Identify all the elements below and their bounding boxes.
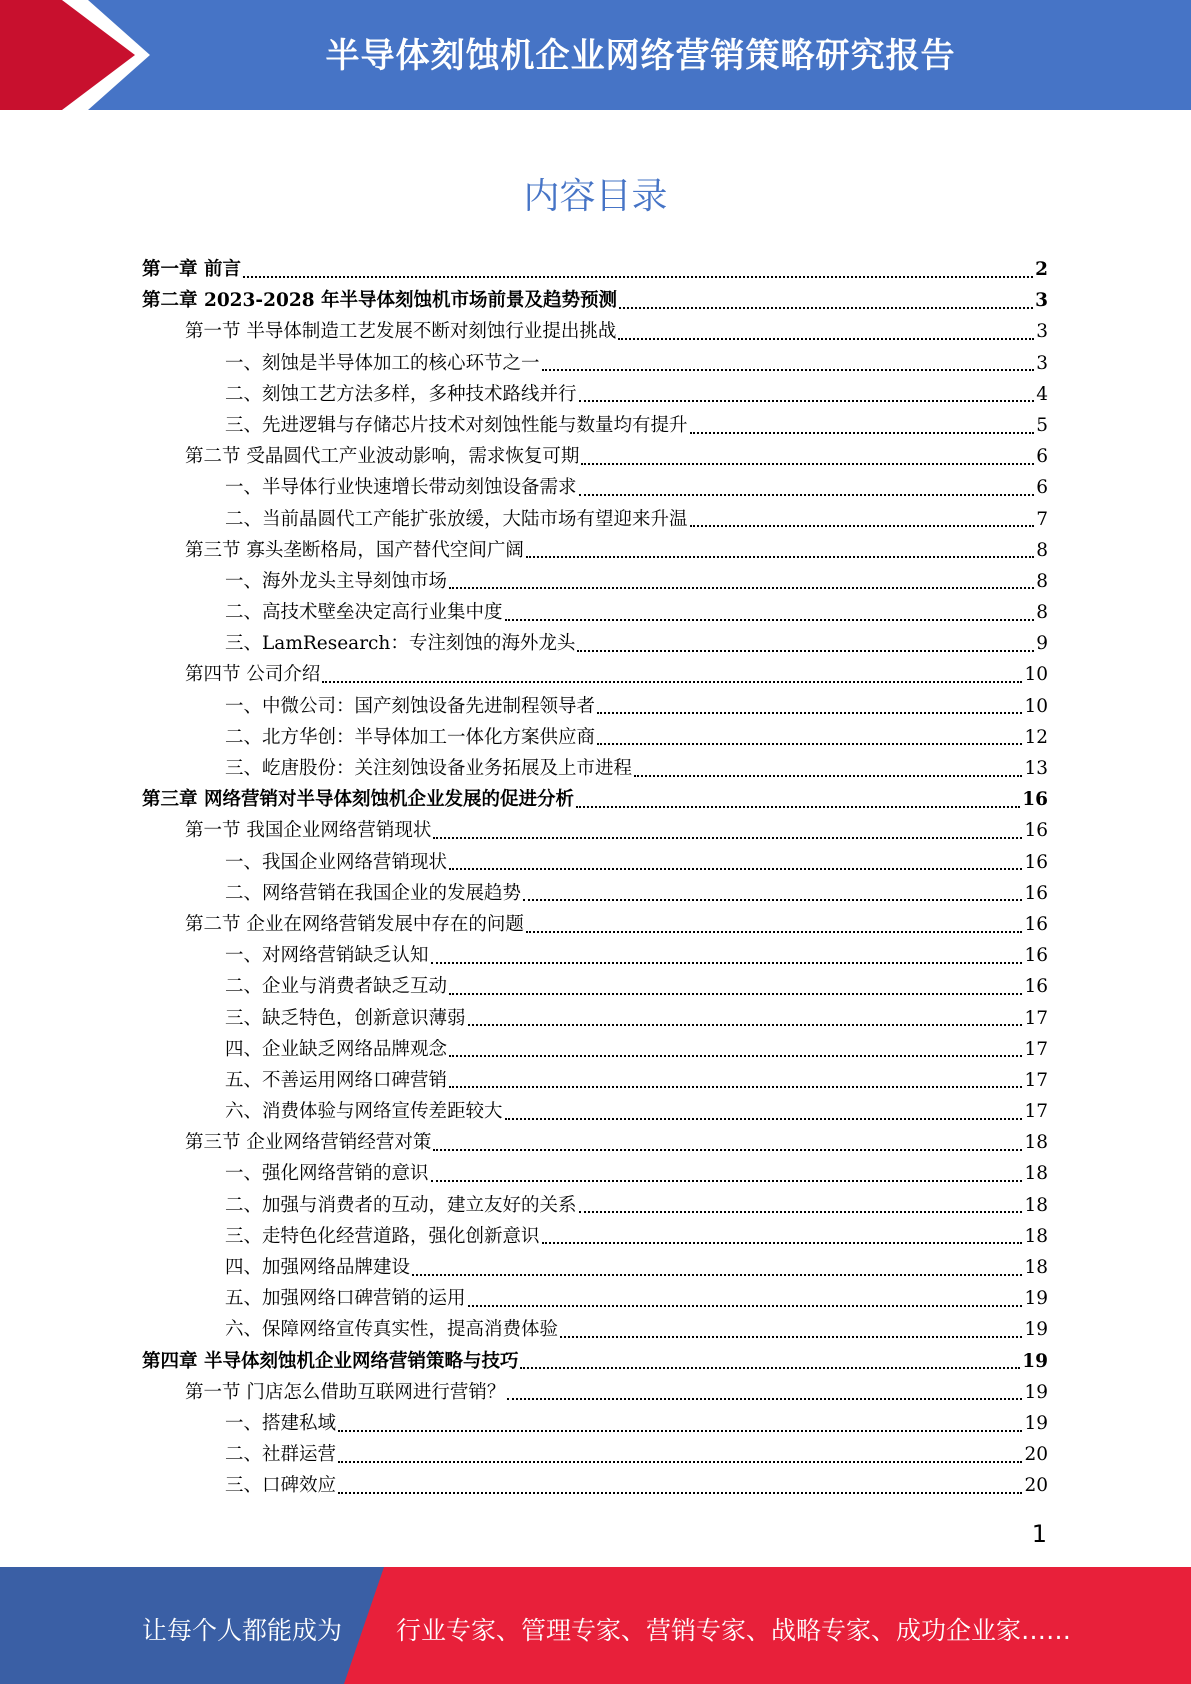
toc-entry-label: 第三节 企业网络营销经营对策	[185, 1132, 432, 1154]
toc-entry[interactable]	[142, 472, 1048, 503]
toc-entry-label: 二、网络营销在我国企业的发展趋势	[225, 882, 522, 904]
toc-entry-label: 第三节 寡头垄断格局，国产替代空间广阔	[185, 539, 524, 561]
toc-dot-leader	[433, 837, 1022, 839]
toc-entry-label: 三、口碑效应	[225, 1475, 337, 1497]
toc-entry[interactable]	[142, 504, 1048, 535]
toc-entry-label: 第一节 门店怎么借助互联网进行营销？	[185, 1381, 506, 1403]
toc-entry-label: 第一节 半导体制造工艺发展不断对刻蚀行业提出挑战	[185, 321, 617, 343]
report-title: 半导体刻蚀机企业网络营销策略研究报告	[325, 36, 956, 76]
toc-dot-leader	[576, 806, 1020, 808]
toc-entry-page: 3	[1036, 321, 1048, 343]
toc-entry-page: 17	[1024, 1069, 1048, 1091]
toc-entry-page: 17	[1024, 1007, 1048, 1029]
toc-entry[interactable]	[142, 1034, 1048, 1065]
toc-entry[interactable]	[142, 878, 1048, 909]
toc-dot-leader	[579, 494, 1035, 496]
toc-entry-page: 3	[1036, 352, 1048, 374]
toc-entry-page: 19	[1022, 1350, 1048, 1372]
toc-entry[interactable]	[142, 1377, 1048, 1408]
toc-entry-page: 16	[1024, 851, 1048, 873]
toc-entry-label: 二、刻蚀工艺方法多样，多种技术路线并行	[225, 383, 577, 405]
toc-dot-leader	[505, 619, 1035, 621]
toc-entry-label: 四、加强网络品牌建设	[225, 1257, 411, 1278]
toc-dot-leader	[338, 1430, 1022, 1432]
toc-entry[interactable]	[142, 753, 1048, 784]
toc-entry-page: 19	[1024, 1319, 1048, 1341]
toc-dot-leader	[449, 1086, 1022, 1088]
toc-entry-label: 第二节 企业在网络营销发展中存在的问题	[185, 913, 524, 935]
toc-dot-leader	[581, 463, 1034, 465]
toc-dot-leader	[560, 1336, 1022, 1338]
toc-entry-label: 一、强化网络营销的意识	[225, 1163, 429, 1185]
toc-entry-page: 20	[1024, 1475, 1048, 1497]
toc-entry-label: 第一章 前言	[142, 259, 241, 280]
toc-dot-leader	[449, 993, 1022, 995]
toc-entry-label: 二、高技术壁垒决定高行业集中度	[225, 602, 503, 624]
toc-entry[interactable]	[142, 379, 1048, 410]
toc-entry[interactable]	[142, 1096, 1048, 1127]
toc-entry[interactable]	[142, 1283, 1048, 1314]
toc-entry-label: 一、中微公司：国产刻蚀设备先进制程领导者	[225, 695, 596, 717]
toc-dot-leader	[618, 338, 1034, 340]
toc-entry-label: 一、搭建私域	[225, 1412, 337, 1434]
toc-entry-page: 18	[1024, 1225, 1048, 1247]
toc-dot-leader	[579, 1211, 1023, 1213]
toc-entry-label: 第四章 半导体刻蚀机企业网络营销策略与技巧	[142, 1350, 519, 1372]
toc-entry-page: 13	[1024, 758, 1048, 779]
toc-dot-leader	[431, 962, 1023, 964]
toc-entry[interactable]	[142, 566, 1048, 597]
toc-entry-page: 17	[1024, 1101, 1048, 1123]
toc-entry-label: 五、加强网络口碑营销的运用	[225, 1288, 466, 1310]
toc-entry-page: 12	[1024, 726, 1048, 748]
toc-entry-label: 六、消费体验与网络宣传差距较大	[225, 1101, 503, 1123]
toc-entry-page: 10	[1024, 695, 1048, 717]
toc-entry-page: 2	[1035, 259, 1048, 280]
toc-dot-leader	[526, 556, 1034, 558]
toc-dot-leader	[523, 899, 1022, 901]
toc-dot-leader	[505, 1118, 1023, 1120]
toc-dot-leader	[619, 307, 1033, 309]
toc-dot-leader	[431, 1180, 1023, 1182]
toc-entry-page: 8	[1036, 539, 1048, 561]
toc-dot-leader	[468, 1024, 1023, 1026]
toc-entry[interactable]	[142, 1065, 1048, 1096]
toc-entry[interactable]	[142, 254, 1048, 285]
toc-dot-leader	[542, 369, 1035, 371]
toc-entry-page: 19	[1024, 1381, 1048, 1403]
toc-dot-leader	[322, 681, 1022, 683]
toc-entry-label: 一、我国企业网络营销现状	[225, 851, 448, 873]
toc-dot-leader	[634, 775, 1022, 777]
toc-entry-page: 3	[1035, 290, 1048, 312]
toc-entry[interactable]	[142, 909, 1048, 940]
toc-dot-leader	[520, 1367, 1020, 1369]
toc-entry-label: 二、当前晶圆代工产能扩张放缓，大陆市场有望迎来升温	[225, 508, 688, 530]
table-of-contents	[142, 254, 1048, 1502]
toc-entry-label: 第二节 受晶圆代工产业波动影响，需求恢复可期	[185, 446, 580, 468]
toc-entry-page: 16	[1024, 913, 1048, 935]
toc-entry[interactable]	[142, 1158, 1048, 1189]
toc-dot-leader	[542, 1242, 1023, 1244]
toc-entry-page: 19	[1024, 1412, 1048, 1434]
page-number: 1	[1031, 1520, 1047, 1548]
toc-dot-leader	[597, 743, 1022, 745]
toc-entry-page: 4	[1036, 383, 1048, 405]
toc-entry[interactable]	[142, 1470, 1048, 1501]
toc-entry-label: 六、保障网络宣传真实性，提高消费体验	[225, 1319, 559, 1341]
toc-entry[interactable]	[142, 1439, 1048, 1470]
toc-entry-label: 二、社群运营	[225, 1444, 337, 1466]
toc-entry-label: 第四节 公司介绍	[185, 664, 321, 686]
toc-entry-label: 三、屹唐股份：关注刻蚀设备业务拓展及上市进程	[225, 758, 633, 779]
toc-dot-leader	[243, 276, 1033, 278]
toc-dot-leader	[579, 400, 1035, 402]
toc-entry-page: 18	[1024, 1163, 1048, 1185]
toc-entry-page: 18	[1024, 1257, 1048, 1278]
toc-entry-page: 16	[1024, 945, 1048, 967]
toc-entry-page: 18	[1024, 1132, 1048, 1154]
toc-entry-label: 一、海外龙头主导刻蚀市场	[225, 570, 448, 592]
toc-entry-page: 19	[1024, 1288, 1048, 1310]
toc-entry[interactable]	[142, 348, 1048, 379]
toc-entry[interactable]	[142, 285, 1048, 316]
toc-entry-page: 16	[1024, 976, 1048, 998]
toc-dot-leader	[338, 1461, 1022, 1463]
page-header	[0, 0, 1191, 110]
toc-dot-leader	[507, 1398, 1022, 1400]
toc-entry-page: 9	[1036, 633, 1048, 655]
toc-entry-page: 16	[1024, 820, 1048, 842]
toc-entry[interactable]	[142, 1003, 1048, 1034]
toc-entry-label: 二、加强与消费者的互动，建立友好的关系	[225, 1194, 577, 1216]
toc-dot-leader	[577, 650, 1034, 652]
toc-entry[interactable]	[142, 815, 1048, 846]
toc-entry[interactable]	[142, 1221, 1048, 1252]
toc-entry[interactable]	[142, 1190, 1048, 1221]
toc-entry[interactable]	[142, 847, 1048, 878]
toc-entry-page: 10	[1024, 664, 1048, 686]
footer-slogan-right: 行业专家、管理专家、营销专家、战略专家、成功企业家……	[396, 1616, 1072, 1645]
toc-entry-label: 五、不善运用网络口碑营销	[225, 1069, 448, 1091]
toc-entry[interactable]	[142, 784, 1048, 815]
toc-entry-label: 一、对网络营销缺乏认知	[225, 945, 429, 967]
toc-entry[interactable]	[142, 1127, 1048, 1158]
toc-entry-page: 6	[1036, 446, 1048, 468]
toc-dot-leader	[449, 868, 1022, 870]
toc-dot-leader	[690, 525, 1035, 527]
toc-entry-page: 6	[1036, 477, 1048, 499]
footer-slogan-left: 让每个人都能成为	[142, 1616, 343, 1645]
toc-entry-label: 三、缺乏特色，创新意识薄弱	[225, 1007, 466, 1029]
toc-dot-leader	[449, 587, 1034, 589]
toc-entry-page: 8	[1036, 570, 1048, 592]
toc-entry-page: 5	[1036, 414, 1048, 436]
page-footer	[0, 1567, 1191, 1684]
toc-entry[interactable]	[142, 722, 1048, 753]
toc-entry-label: 二、企业与消费者缺乏互动	[225, 976, 448, 998]
toc-entry-page: 20	[1024, 1444, 1048, 1466]
toc-dot-leader	[526, 931, 1023, 933]
toc-dot-leader	[338, 1492, 1022, 1494]
toc-entry-page: 16	[1022, 789, 1048, 811]
toc-dot-leader	[449, 1055, 1022, 1057]
toc-entry-label: 一、刻蚀是半导体加工的核心环节之一	[225, 352, 540, 374]
toc-entry[interactable]	[142, 971, 1048, 1002]
toc-entry[interactable]	[142, 1408, 1048, 1439]
toc-entry-label: 三、先进逻辑与存储芯片技术对刻蚀性能与数量均有提升	[225, 414, 688, 436]
toc-title: 内容目录	[523, 176, 668, 217]
toc-entry[interactable]	[142, 535, 1048, 566]
toc-entry[interactable]	[142, 628, 1048, 659]
toc-entry-page: 16	[1024, 882, 1048, 904]
toc-entry[interactable]	[142, 316, 1048, 347]
toc-entry-label: 第三章 网络营销对半导体刻蚀机企业发展的促进分析	[142, 789, 574, 811]
toc-entry-page: 17	[1024, 1038, 1048, 1060]
toc-entry-label: 三、走特色化经营道路，强化创新意识	[225, 1225, 540, 1247]
toc-entry-page: 7	[1036, 508, 1048, 530]
toc-entry-label: 四、企业缺乏网络品牌观念	[225, 1038, 448, 1060]
toc-entry-page: 18	[1024, 1194, 1048, 1216]
toc-entry[interactable]	[142, 940, 1048, 971]
toc-entry[interactable]	[142, 597, 1048, 628]
toc-entry-page: 8	[1036, 602, 1048, 624]
toc-entry[interactable]	[142, 441, 1048, 472]
toc-entry-label: 第二章 2023-2028 年半导体刻蚀机市场前景及趋势预测	[142, 290, 618, 312]
toc-dot-leader	[433, 1149, 1022, 1151]
toc-entry[interactable]	[142, 691, 1048, 722]
toc-entry[interactable]	[142, 1314, 1048, 1345]
toc-dot-leader	[690, 432, 1035, 434]
toc-entry[interactable]	[142, 1252, 1048, 1283]
toc-entry-label: 二、北方华创：半导体加工一体化方案供应商	[225, 726, 596, 748]
toc-dot-leader	[468, 1305, 1023, 1307]
toc-entry-label: 三、LamResearch：专注刻蚀的海外龙头	[225, 633, 576, 655]
toc-entry[interactable]	[142, 1346, 1048, 1377]
toc-entry[interactable]	[142, 659, 1048, 690]
toc-dot-leader	[597, 712, 1022, 714]
toc-entry-label: 第一节 我国企业网络营销现状	[185, 820, 432, 842]
toc-entry-label: 一、半导体行业快速增长带动刻蚀设备需求	[225, 477, 577, 499]
toc-entry[interactable]	[142, 410, 1048, 441]
toc-dot-leader	[412, 1274, 1022, 1276]
